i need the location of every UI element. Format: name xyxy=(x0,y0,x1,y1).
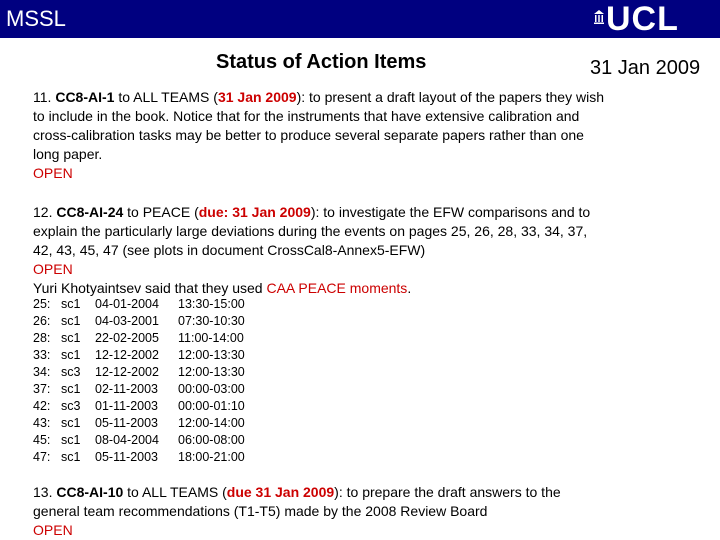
time-cell: 00:00-03:00 xyxy=(178,382,245,396)
item-due: due: 31 Jan 2009 xyxy=(198,204,311,220)
date-cell: 01-11-2003 xyxy=(95,399,159,413)
table-row xyxy=(33,347,268,364)
action-item-13 xyxy=(33,483,703,540)
spacecraft-cell: sc1 xyxy=(61,331,81,345)
spacecraft-cell: sc3 xyxy=(61,365,81,379)
item-line xyxy=(33,88,703,107)
date-cell: 04-01-2004 xyxy=(95,297,159,311)
table-row xyxy=(33,415,268,432)
note-highlight: CAA PEACE moments xyxy=(266,280,408,296)
item-line: 42, 43, 45, 47 (see plots in document CrossCal8-Annex5-EFW) xyxy=(33,242,426,258)
page-cell: 45: xyxy=(33,433,51,447)
item-to: to PEACE ( xyxy=(127,204,199,220)
time-cell: 12:00-13:30 xyxy=(178,365,245,379)
spacecraft-cell: sc1 xyxy=(61,314,81,328)
item-close: ): xyxy=(334,484,343,500)
time-cell: 00:00-01:10 xyxy=(178,399,245,413)
date-cell: 12-12-2002 xyxy=(95,348,159,362)
date-cell: 08-04-2004 xyxy=(95,433,159,447)
page-cell: 42: xyxy=(33,399,51,413)
table-row xyxy=(33,364,268,381)
item-line: long paper. xyxy=(33,146,103,162)
item-close: ): xyxy=(296,89,306,105)
note-suffix: . xyxy=(407,280,412,296)
spacecraft-cell: sc1 xyxy=(61,297,81,311)
item-status: OPEN xyxy=(33,261,73,277)
time-cell: 12:00-14:00 xyxy=(178,416,245,430)
item-number: 13. xyxy=(33,484,53,500)
spacecraft-cell: sc1 xyxy=(61,382,81,396)
page-cell: 33: xyxy=(33,348,51,362)
date-cell: 12-12-2002 xyxy=(95,365,159,379)
table-row xyxy=(33,330,268,347)
spacecraft-cell: sc1 xyxy=(61,450,81,464)
events-table xyxy=(33,296,268,466)
time-cell: 11:00-14:00 xyxy=(178,331,244,345)
date-cell: 05-11-2003 xyxy=(95,416,159,430)
item-line: cross-calibration tasks may be better to produce several separate papers rather than one xyxy=(33,127,584,143)
item-due: 31 Jan 2009 xyxy=(217,89,297,105)
item-line: to include in the book. Notice that for the instruments that have extensive calibration and xyxy=(33,108,580,124)
item-text: to investigate the EFW comparisons and to xyxy=(323,204,591,220)
page-cell: 34: xyxy=(33,365,51,379)
table-row xyxy=(33,381,268,398)
time-cell: 06:00-08:00 xyxy=(178,433,245,447)
item-due: due 31 Jan 2009 xyxy=(226,484,335,500)
page-cell: 43: xyxy=(33,416,51,430)
item-text: to prepare the draft answers to the xyxy=(346,484,561,500)
portico-icon xyxy=(594,10,604,24)
org-label: MSSL xyxy=(6,6,66,31)
item-line xyxy=(33,483,703,502)
item-id: CC8-AI-1 xyxy=(55,89,115,105)
table-row xyxy=(33,449,268,466)
spacecraft-cell: sc1 xyxy=(61,348,81,362)
date-cell: 02-11-2003 xyxy=(95,382,159,396)
item-line: general team recommendations (T1-T5) made by the 2008 Review Board xyxy=(33,503,488,519)
item-to: to ALL TEAMS ( xyxy=(118,89,218,105)
item-text: to present a draft layout of the papers they wish xyxy=(309,89,604,105)
ucl-logo xyxy=(594,0,704,38)
page-cell: 26: xyxy=(33,314,51,328)
logo-text: UCL xyxy=(606,0,679,38)
table-row xyxy=(33,432,268,449)
item-to: to ALL TEAMS ( xyxy=(127,484,227,500)
table-row xyxy=(33,296,268,313)
spacecraft-cell: sc1 xyxy=(61,433,81,447)
item-status: OPEN xyxy=(33,165,73,181)
item-line: explain the particularly large deviations during the events on pages 25, 26, 28, 33, 34, 37, xyxy=(33,223,588,239)
action-item-12 xyxy=(33,203,703,298)
page-cell: 47: xyxy=(33,450,51,464)
time-cell: 13:30-15:00 xyxy=(178,297,245,311)
spacecraft-cell: sc1 xyxy=(61,416,81,430)
item-number: 12. xyxy=(33,204,53,220)
item-id: CC8-AI-24 xyxy=(56,204,124,220)
table-row xyxy=(33,398,268,415)
date-cell: 05-11-2003 xyxy=(95,450,159,464)
date-cell: 22-02-2005 xyxy=(95,331,159,345)
item-id: CC8-AI-10 xyxy=(56,484,124,500)
page-cell: 28: xyxy=(33,331,51,345)
item-line xyxy=(33,203,703,222)
note-prefix: Yuri Khotyaintsev said that they used xyxy=(33,280,267,296)
page-cell: 25: xyxy=(33,297,51,311)
time-cell: 07:30-10:30 xyxy=(178,314,245,328)
date-cell: 04-03-2001 xyxy=(95,314,159,328)
item-status: OPEN xyxy=(33,522,73,538)
page-date: 31 Jan 2009 xyxy=(590,57,701,79)
action-item-11 xyxy=(33,88,703,183)
item-number: 11. xyxy=(33,89,52,105)
page-title: Status of Action Items xyxy=(216,51,427,73)
spacecraft-cell: sc3 xyxy=(61,399,81,413)
item-close: ): xyxy=(310,204,320,220)
page-cell: 37: xyxy=(33,382,51,396)
time-cell: 18:00-21:00 xyxy=(178,450,245,464)
header-bar xyxy=(0,0,720,38)
time-cell: 12:00-13:30 xyxy=(178,348,245,362)
table-row xyxy=(33,313,268,330)
